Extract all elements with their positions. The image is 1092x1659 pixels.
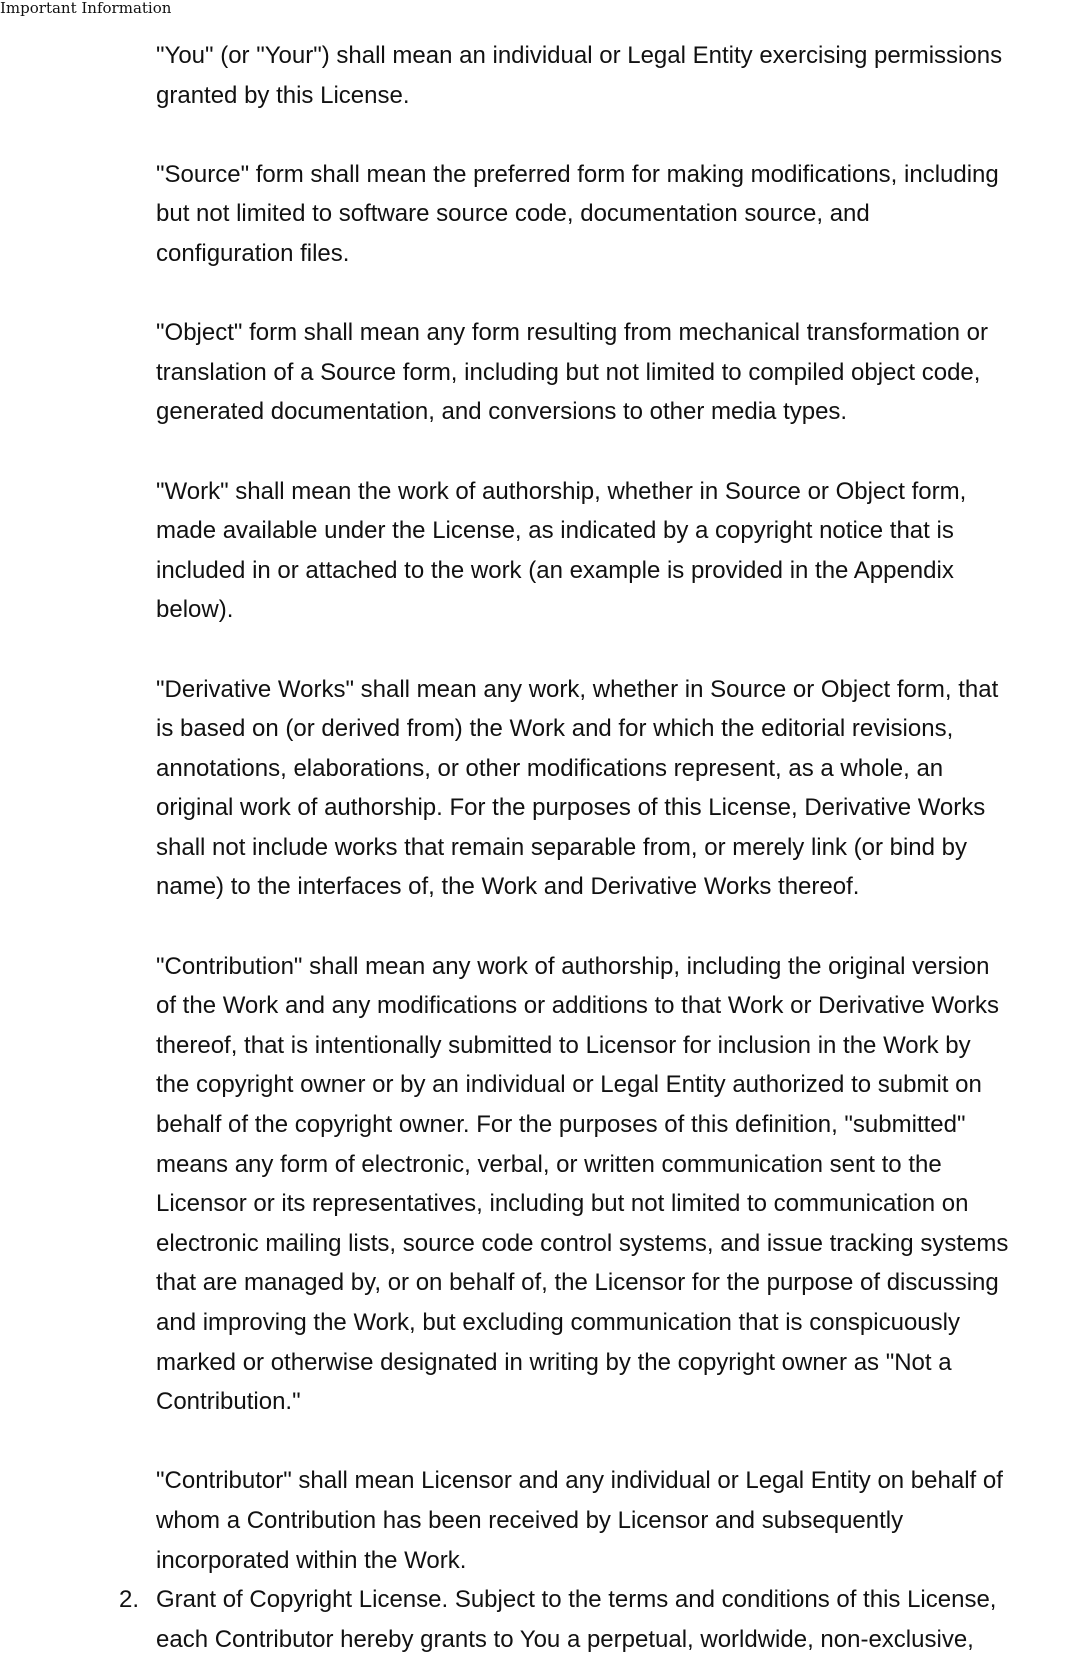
text-line: annotations, elaborations, or other modifications represent, as a whole, an bbox=[156, 754, 944, 782]
text-line: but not limited to software source code, documentation source, and bbox=[156, 200, 870, 228]
text-line: the copyright owner or by an individual or Legal Entity authorized to submit on bbox=[156, 1071, 982, 1099]
definition-work bbox=[156, 472, 1092, 630]
text-line: thereof, that is intentionally submitted to Licensor for inclusion in the Work by bbox=[156, 1031, 971, 1059]
text-line: "Source" form shall mean the preferred form for making modifications, including bbox=[156, 160, 999, 188]
list-item-number: 2. bbox=[119, 1586, 140, 1614]
text-line: each Contributor hereby grants to You a perpetual, worldwide, non-exclusive, bbox=[156, 1625, 974, 1653]
text-line: whom a Contribution has been received by Licensor and subsequently bbox=[156, 1506, 904, 1534]
text-line: granted by this License. bbox=[156, 81, 410, 109]
text-line: shall not include works that remain separable from, or merely link (or bind by bbox=[156, 833, 968, 861]
definition-contribution bbox=[156, 947, 1092, 1422]
text-line: Licensor or its representatives, including but not limited to communication on bbox=[156, 1190, 969, 1218]
definition-contributor bbox=[156, 1461, 1092, 1580]
text-line: "Contributor" shall mean Licensor and any individual or Legal Entity on behalf of bbox=[156, 1467, 1003, 1495]
text-line: that are managed by, or on behalf of, the Licensor for the purpose of discussing bbox=[156, 1269, 999, 1297]
text-line: and improving the Work, but excluding communication that is conspicuously bbox=[156, 1309, 960, 1336]
definition-object bbox=[156, 313, 1092, 432]
text-line: "Contribution" shall mean any work of authorship, including the original version bbox=[156, 952, 990, 980]
text-line: "Work" shall mean the work of authorship, whether in Source or Object form, bbox=[156, 477, 967, 505]
text-line: "You" (or "Your") shall mean an individual or Legal Entity exercising permissions bbox=[156, 42, 1003, 69]
page-header-title: Important Information bbox=[0, 0, 172, 17]
text-line: marked or otherwise designated in writing by the copyright owner as "Not a bbox=[156, 1348, 952, 1376]
definition-derivative-works bbox=[156, 670, 1092, 908]
text-line: included in or attached to the work (an example is provided in the Appendix bbox=[156, 556, 954, 584]
text-line: name) to the interfaces of, the Work and Derivative Works thereof. bbox=[156, 873, 860, 901]
text-line: is based on (or derived from) the Work and for which the editorial revisions, bbox=[156, 715, 954, 743]
license-text bbox=[119, 36, 1092, 1659]
text-line: incorporated within the Work. bbox=[156, 1546, 467, 1574]
text-line: translation of a Source form, including but not limited to compiled object code, bbox=[156, 358, 981, 386]
text-line: made available under the License, as indicated by a copyright notice that is bbox=[156, 517, 954, 545]
text-line: generated documentation, and conversions to other media types. bbox=[156, 398, 848, 426]
text-line: below). bbox=[156, 596, 234, 624]
text-line: original work of authorship. For the purposes of this License, Derivative Works bbox=[156, 794, 986, 822]
text-line: Grant of Copyright License. Subject to the terms and conditions of this License, bbox=[156, 1586, 997, 1614]
text-line: "Object" form shall mean any form resulting from mechanical transformation or bbox=[156, 319, 989, 347]
text-line: Contribution." bbox=[156, 1388, 301, 1416]
text-line: behalf of the copyright owner. For the purposes of this definition, "submitted" bbox=[156, 1111, 966, 1139]
text-line: configuration files. bbox=[156, 239, 350, 267]
definition-you bbox=[156, 36, 1092, 115]
list-item-grant-of-copyright-license bbox=[119, 1580, 1092, 1659]
text-line: "Derivative Works" shall mean any work, whether in Source or Object form, that bbox=[156, 675, 999, 703]
definition-source bbox=[156, 155, 1092, 274]
text-line: of the Work and any modifications or additions to that Work or Derivative Works bbox=[156, 992, 1000, 1020]
text-line: electronic mailing lists, source code control systems, and issue tracking systems bbox=[156, 1229, 1009, 1257]
text-line: means any form of electronic, verbal, or written communication sent to the bbox=[156, 1150, 942, 1178]
